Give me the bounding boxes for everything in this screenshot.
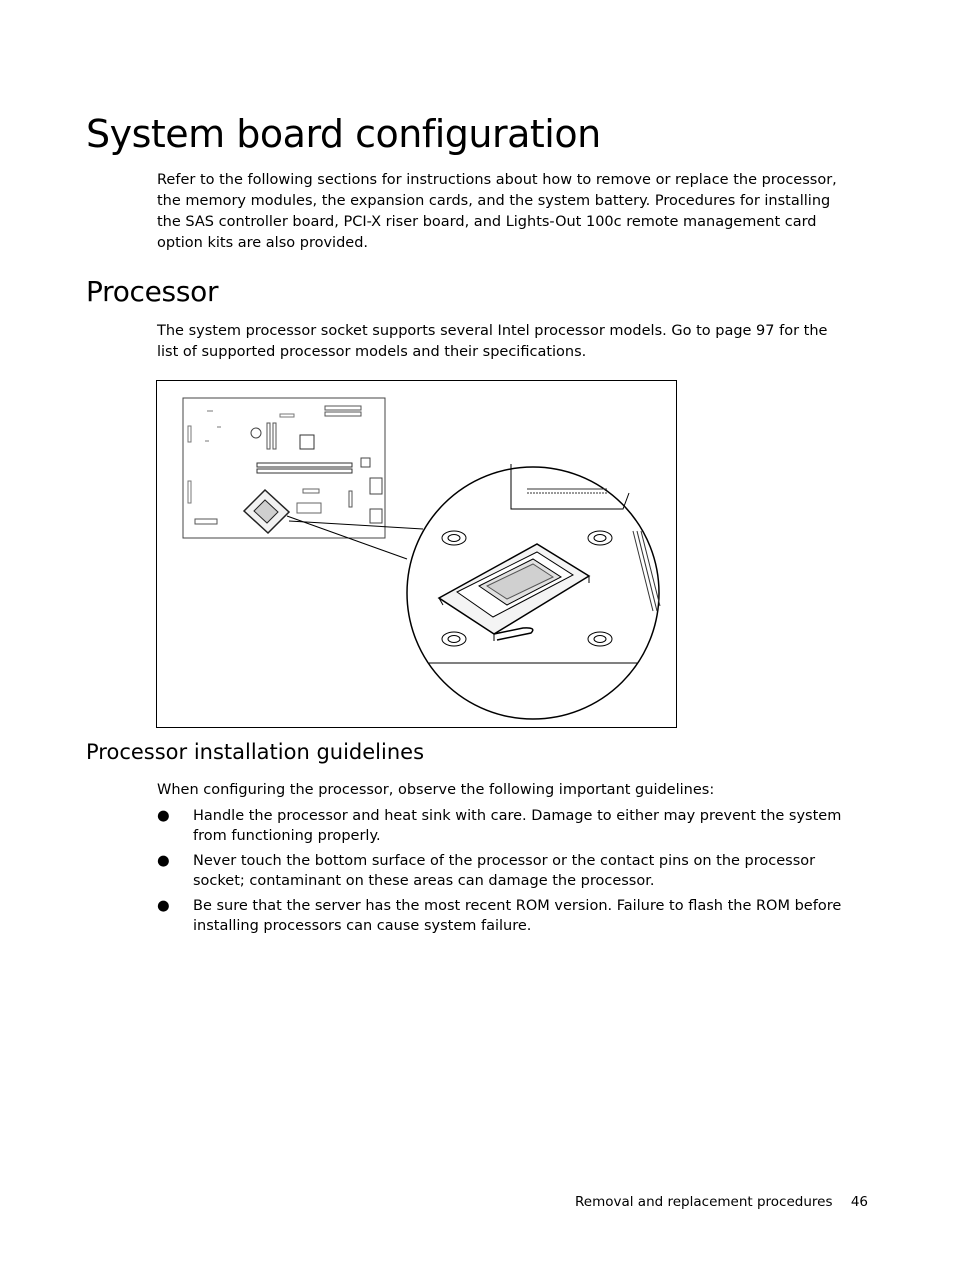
list-item (157, 896, 857, 936)
list-item-text: Never touch the bottom surface of the processor or the contact pins on the processor socket; contaminant on these areas can damage the processor. (193, 853, 816, 889)
processor-paragraph: The system processor socket supports several Intel processor models. Go to page 97 for the list of supported processor models and their specifications. (157, 323, 828, 360)
list-item (157, 851, 857, 891)
list-item-text: Be sure that the server has the most recent ROM version. Failure to flash the ROM before installing processors can cause system failure. (193, 898, 842, 934)
bullet-icon: ● (157, 853, 170, 869)
guidelines-intro: When configuring the processor, observe the following important guidelines: (157, 782, 715, 798)
page-footer (575, 1194, 868, 1210)
guidelines-heading: Processor installation guidelines (86, 740, 425, 764)
bullet-icon: ● (157, 898, 170, 914)
guidelines-list (157, 806, 857, 941)
intro-paragraph: Refer to the following sections for instructions about how to remove or replace the processor, the memory modules, the expansion cards, and the system battery. Procedures for installing the SAS controller board, PCI-X riser board, and Lights-Out 100c remote management card option kits are also provided. (157, 172, 837, 251)
footer-section-name: Removal and replacement procedures (575, 1194, 833, 1210)
page-title: System board configuration (86, 112, 601, 156)
page-number: 46 (850, 1194, 868, 1210)
system-board-illustration (157, 381, 675, 726)
bullet-icon: ● (157, 808, 170, 824)
processor-socket-figure (156, 380, 677, 728)
list-item (157, 806, 857, 846)
list-item-text: Handle the processor and heat sink with care. Damage to either may prevent the system from functioning properly. (193, 808, 842, 844)
processor-heading: Processor (86, 275, 219, 308)
